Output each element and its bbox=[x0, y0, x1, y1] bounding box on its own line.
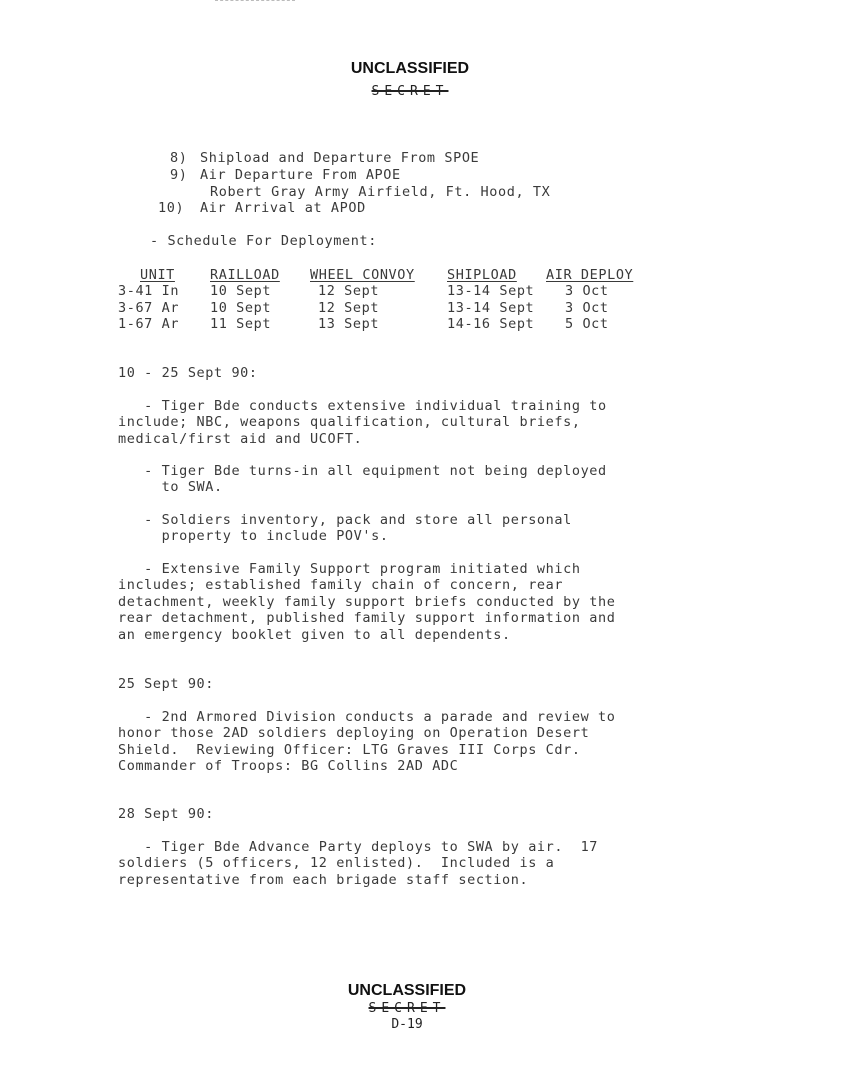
list-item-text: Air Arrival at APOD bbox=[200, 200, 366, 216]
table-cell: 5 Oct bbox=[565, 316, 609, 332]
paragraph: - Soldiers inventory, pack and store all personal property to include POV's. bbox=[144, 512, 572, 545]
header-classification: UNCLASSIFIED bbox=[350, 60, 470, 77]
table-cell: 10 Sept bbox=[210, 300, 272, 316]
table-cell: 13 Sept bbox=[318, 316, 380, 332]
page-number: D-19 bbox=[391, 1017, 423, 1032]
table-cell: 13-14 Sept bbox=[447, 283, 535, 299]
list-item-text: Air Departure From APOE bbox=[200, 167, 401, 183]
column-header-railload: RAILLOAD bbox=[210, 267, 280, 283]
footer-classification: UNCLASSIFIED bbox=[347, 982, 467, 999]
column-header-wheel-convoy: WHEEL CONVOY bbox=[310, 267, 415, 283]
table-cell: 14-16 Sept bbox=[447, 316, 535, 332]
paragraph: - Extensive Family Support program initiated which includes; established family chain of concern, rear detachment, weekly family support briefs conducted by the rear detachment, published family support information and an emergency booklet given to all dependents. bbox=[118, 561, 616, 643]
section-date: 10 - 25 Sept 90: bbox=[118, 365, 258, 381]
section-date: 28 Sept 90: bbox=[118, 806, 215, 822]
table-cell: 1-67 Ar bbox=[118, 316, 180, 332]
table-cell: 3-41 In bbox=[118, 283, 180, 299]
column-header-shipload: SHIPLOAD bbox=[447, 267, 517, 283]
table-cell: 12 Sept bbox=[318, 283, 380, 299]
column-header-unit: UNIT bbox=[140, 267, 175, 283]
paragraph: - Tiger Bde Advance Party deploys to SWA by air. 17 soldiers (5 officers, 12 enlisted). Included is a representative from each brigade staff section. bbox=[118, 839, 599, 888]
table-cell: 3-67 Ar bbox=[118, 300, 180, 316]
paragraph: - 2nd Armored Division conducts a parade and review to honor those 2AD soldiers deploying on Operation Desert Shield. Reviewing Officer: LTG Graves III Corps Cdr. Commander of Troops: BG Collins 2AD ADC bbox=[118, 709, 616, 775]
table-cell: 10 Sept bbox=[210, 283, 272, 299]
footer-struck-marking: SECRET bbox=[368, 1001, 446, 1016]
section-date: 25 Sept 90: bbox=[118, 676, 215, 692]
header-struck-marking: SECRET bbox=[371, 84, 449, 99]
table-cell: 12 Sept bbox=[318, 300, 380, 316]
paragraph: - Tiger Bde conducts extensive individual training to include; NBC, weapons qualification, cultural briefs, medical/first aid and UCOFT. bbox=[118, 398, 607, 447]
scan-artifact bbox=[215, 0, 295, 5]
list-item-text: Robert Gray Army Airfield, Ft. Hood, TX bbox=[210, 184, 551, 200]
table-cell: 13-14 Sept bbox=[447, 300, 535, 316]
table-cell: 3 Oct bbox=[565, 300, 609, 316]
schedule-heading: - Schedule For Deployment: bbox=[150, 233, 377, 249]
list-item-text: Shipload and Departure From SPOE bbox=[200, 150, 480, 166]
list-item-number: 10) bbox=[158, 200, 185, 216]
list-item-number: 8) bbox=[170, 150, 188, 166]
list-item-number: 9) bbox=[170, 167, 188, 183]
table-cell: 11 Sept bbox=[210, 316, 272, 332]
paragraph: - Tiger Bde turns-in all equipment not being deployed to SWA. bbox=[144, 463, 607, 496]
column-header-air-deploy: AIR DEPLOY bbox=[546, 267, 634, 283]
table-cell: 3 Oct bbox=[565, 283, 609, 299]
